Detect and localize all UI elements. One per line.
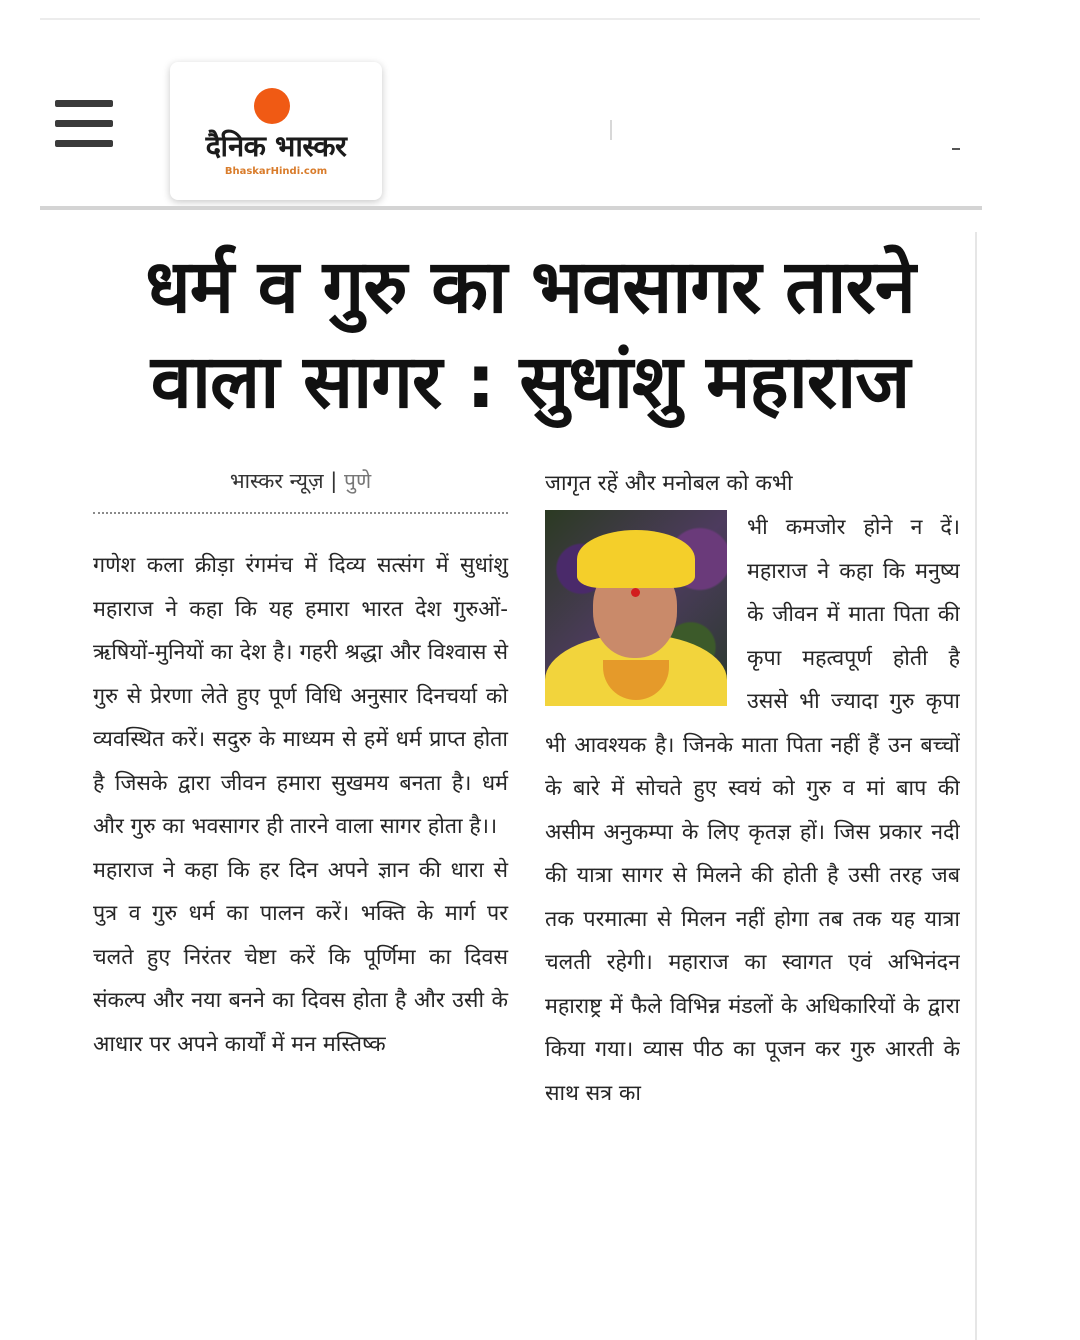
header-divider: [40, 206, 982, 210]
byline: [93, 462, 508, 500]
byline-divider: [93, 512, 508, 514]
article-continued-line: जागृत रहें और मनोबल को कभी: [545, 471, 793, 496]
article-column-left: [93, 462, 508, 1066]
byline-city: पुणे: [344, 469, 372, 493]
site-logo[interactable]: [170, 62, 382, 200]
article-paragraph-2: महाराज ने कहा कि हर दिन अपने ज्ञान की धारा से पुत्र व गुरु धर्म का पालन करें। भक्ति के मार्ग पर चलते हुए निरंतर चेष्टा करें कि पूर्णिमा का दिवस संकल्प और नया बनने का दिवस होता है और उसी के आधार पर अपने कार्यों में मन मस्तिष्क: [93, 857, 508, 1057]
header-dash: [952, 148, 960, 150]
speaker-photo: [545, 510, 727, 706]
article-headline: धर्म व गुरु का भवसागर तारने वाला सागर : सुधांशु महाराज: [145, 244, 915, 425]
logo-sun-icon: [254, 88, 290, 124]
byline-source: भास्कर न्यूज़: [229, 469, 324, 493]
logo-wordmark: दैनिक भास्कर: [205, 129, 347, 163]
article-paragraph-3: भी कमजोर होने न दें। महाराज ने कहा कि मनुष्य के जीवन में माता पिता की कृपा महत्वपूर्ण होती है उससे भी ज्यादा गुरु कृपा भी आवश्यक है। जिनके माता पिता नहीं हैं उन बच्चों के बारे में सोचते हुए स्वयं को गुरु व मां बाप की असीम अनुकम्पा के लिए कृतज्ञ हों। जिस प्रकार नदी की यात्रा सागर से मिलने की होती है उसी तरह जब तक परमात्मा से मिलन नहीं होगा तब तक यह यात्रा चलती रहेगी। महाराज का स्वागत एवं अभिनंदन महाराष्ट्र में फैले विभिन्न मंडलों के अधिकारियों के द्वारा किया गया। व्यास पीठ का पूजन कर गुरु आरती के साथ सत्र का: [545, 515, 960, 1106]
header-tick: [610, 120, 612, 140]
photo-text-wrap: [545, 506, 960, 1115]
hamburger-menu-icon[interactable]: [55, 100, 113, 150]
byline-separator: |: [330, 469, 345, 493]
logo-url: BhaskarHindi.com: [224, 166, 328, 177]
article-column-right: [545, 462, 960, 1115]
article-paragraph-1: गणेश कला क्रीड़ा रंगमंच में दिव्य सत्संग में सुधांशु महाराज ने कहा कि यह हमारा भारत देश गुरुओं-ऋषियों-मुनियों का देश है। गहरी श्रद्धा और विश्वास से गुरु से प्रेरणा लेते हुए पूर्ण विधि अनुसार दिनचर्या को व्यवस्थित करें। सदुरु के माध्यम से हमें धर्म प्राप्त होता है जिसके द्वारा जीवन हमारा सुखमय बनता है। धर्म और गुरु का भवसागर ही तारने वाला सागर होता है।।: [93, 553, 508, 839]
app-header: [0, 20, 1080, 210]
